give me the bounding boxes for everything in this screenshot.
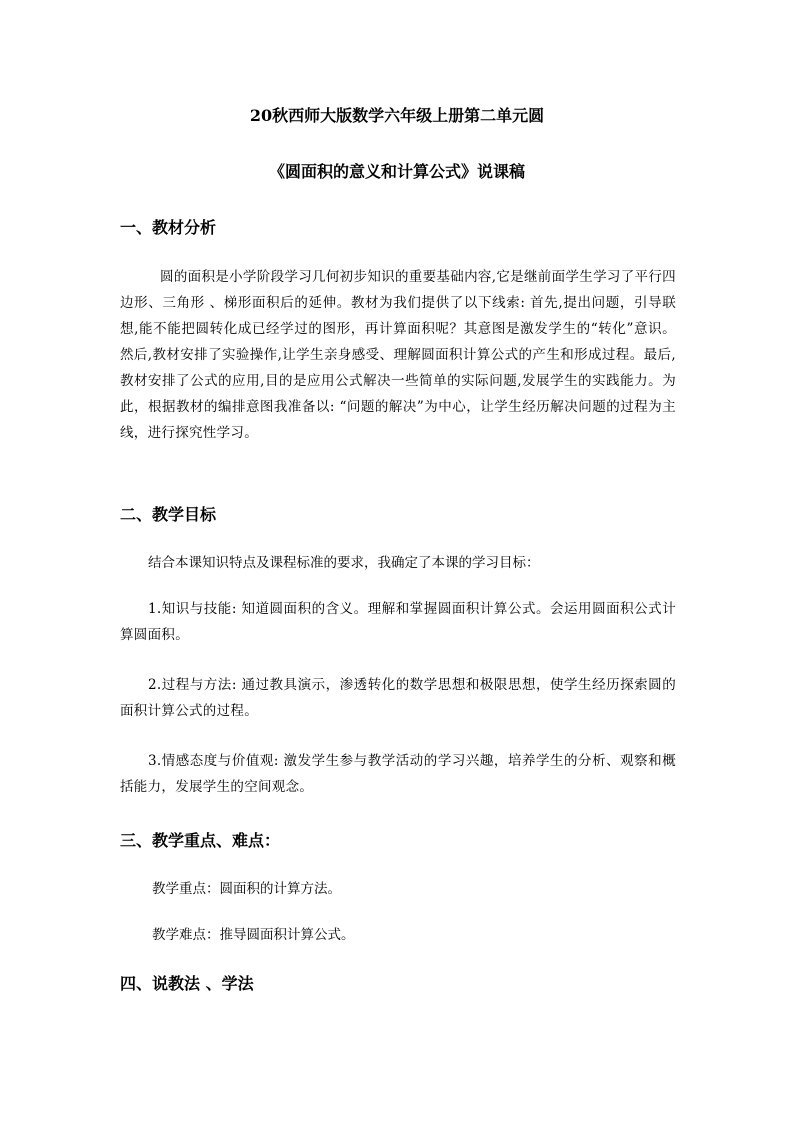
goal-3: 3.情感态度与价值观: 激发学生参与教学活动的学习兴趣，培养学生的分析、观察和概括能力，发展学生的空间观念。 [120, 753, 676, 795]
difficult-point: 教学难点：推导圆面积计算公式。 [152, 927, 355, 943]
key-point: 教学重点：圆面积的计算方法。 [152, 881, 341, 897]
goal-2: 2.过程与方法: 通过教具演示，渗透转化的数学思想和极限思想，使学生经历探索圆的面积计算公式的过程。 [120, 677, 676, 719]
section-heading-4: 四、说教法 、学法 [120, 974, 254, 993]
document-subtitle: 《圆面积的意义和计算公式》说课稿 [268, 162, 525, 181]
section-heading-1: 一、教材分析 [120, 218, 217, 237]
section-1-paragraph: 圆的面积是小学阶段学习几何初步知识的重要基础内容,它是继前面学生学习了平行四边形、三角形 、梯形面积后的延伸。教材为我们提供了以下线索: 首先,提出问题，引导联想,能不能把圆转化成已经学过的图形，再计算面积呢？其意图是激发学生的“转化”意识。然后,教材安排了实验操作,让学生亲身感受、理解圆面积计算公式的产生和形成过程。最后,教材安排了公式的应用,目的是应用公式解决一些简单的实际问题,发展学生的实践能力。为此，根据教材的编排意图我准备以: “问题的解决”为中心，让学生经历解决问题的过程为主线，进行探究性学习。 [120, 269, 676, 441]
section-2-intro: 结合本课知识特点及课程标准的要求，我确定了本课的学习目标： [148, 555, 540, 571]
document-title: 20秋西师大版数学六年级上册第二单元圆 [249, 106, 545, 125]
section-heading-3: 三、教学重点、难点： [120, 831, 281, 850]
section-heading-2: 二、教学目标 [120, 505, 217, 524]
goal-1: 1.知识与技能: 知道圆面积的含义。理解和掌握圆面积计算公式。会运用圆面积公式计算圆面积。 [120, 601, 676, 643]
